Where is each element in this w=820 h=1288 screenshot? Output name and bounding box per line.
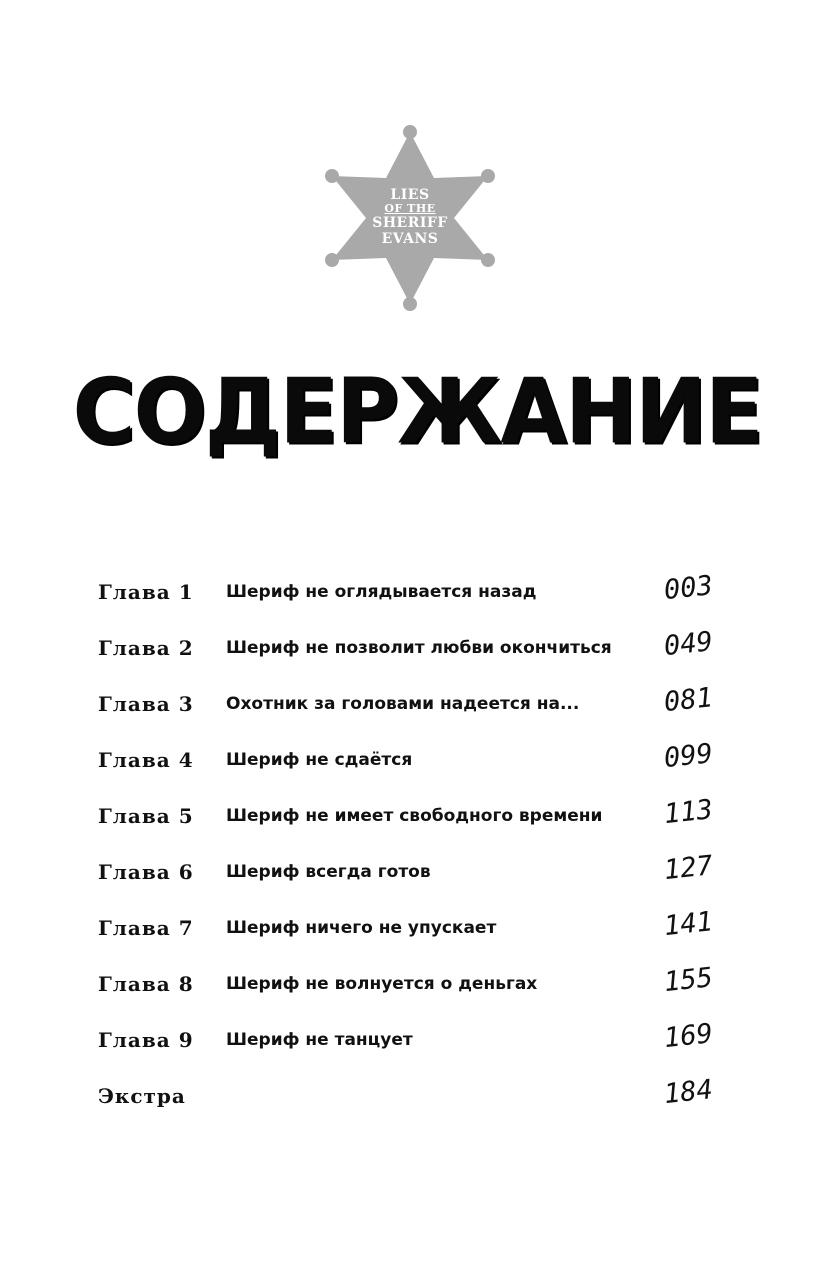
toc-row[interactable] bbox=[98, 790, 738, 846]
toc-row[interactable] bbox=[98, 734, 738, 790]
logo-line-4: EVANS bbox=[381, 231, 439, 247]
page-number: 141 bbox=[662, 906, 715, 943]
toc-row[interactable] bbox=[98, 678, 738, 734]
page-number: 003 bbox=[662, 570, 715, 607]
chapter-label: Глава 1 bbox=[98, 580, 194, 604]
chapter-title: Шериф всегда готов bbox=[226, 862, 431, 882]
chapter-title: Шериф не оглядывается назад bbox=[226, 582, 537, 602]
page-number: 081 bbox=[662, 682, 715, 719]
chapter-title: Шериф не имеет свободного времени bbox=[226, 806, 603, 826]
page-number: 169 bbox=[662, 1018, 715, 1055]
page-number: 113 bbox=[662, 794, 715, 831]
toc-row[interactable] bbox=[98, 1014, 738, 1070]
page-number: 049 bbox=[662, 626, 715, 663]
chapter-label: Экстра bbox=[98, 1084, 186, 1108]
chapter-title: Шериф не волнуется о деньгах bbox=[226, 974, 538, 994]
toc-row[interactable] bbox=[98, 566, 738, 622]
toc-row[interactable] bbox=[98, 958, 738, 1014]
sheriff-star-logo bbox=[320, 122, 500, 312]
chapter-label: Глава 6 bbox=[98, 860, 194, 884]
chapter-label: Глава 2 bbox=[98, 636, 194, 660]
page-title-text: СОДЕРЖАНИЕ bbox=[72, 359, 762, 465]
page-number: 155 bbox=[662, 962, 715, 999]
logo-line-1: LIES bbox=[390, 187, 430, 203]
page-number: 184 bbox=[662, 1074, 715, 1111]
chapter-label: Глава 7 bbox=[98, 916, 194, 940]
toc-row[interactable] bbox=[98, 1070, 738, 1126]
chapter-title: Шериф не танцует bbox=[226, 1030, 413, 1050]
page-number: 099 bbox=[662, 738, 715, 775]
chapter-label: Глава 8 bbox=[98, 972, 194, 996]
chapter-label: Глава 3 bbox=[98, 692, 194, 716]
page-number: 127 bbox=[662, 850, 715, 887]
chapter-title: Шериф ничего не упускает bbox=[226, 918, 497, 938]
logo-line-3: SHERIFF bbox=[372, 215, 448, 231]
toc-row[interactable] bbox=[98, 846, 738, 902]
page-title bbox=[32, 359, 802, 465]
chapter-title: Охотник за головами надеется на... bbox=[226, 694, 580, 714]
chapter-title: Шериф не сдаётся bbox=[226, 750, 413, 770]
chapter-label: Глава 4 bbox=[98, 748, 194, 772]
logo-line-2: OF THE bbox=[384, 202, 436, 215]
chapter-title: Шериф не позволит любви окончиться bbox=[226, 638, 612, 658]
toc-row[interactable] bbox=[98, 902, 738, 958]
table-of-contents bbox=[98, 566, 738, 1126]
chapter-label: Глава 9 bbox=[98, 1028, 194, 1052]
toc-row[interactable] bbox=[98, 622, 738, 678]
chapter-label: Глава 5 bbox=[98, 804, 194, 828]
